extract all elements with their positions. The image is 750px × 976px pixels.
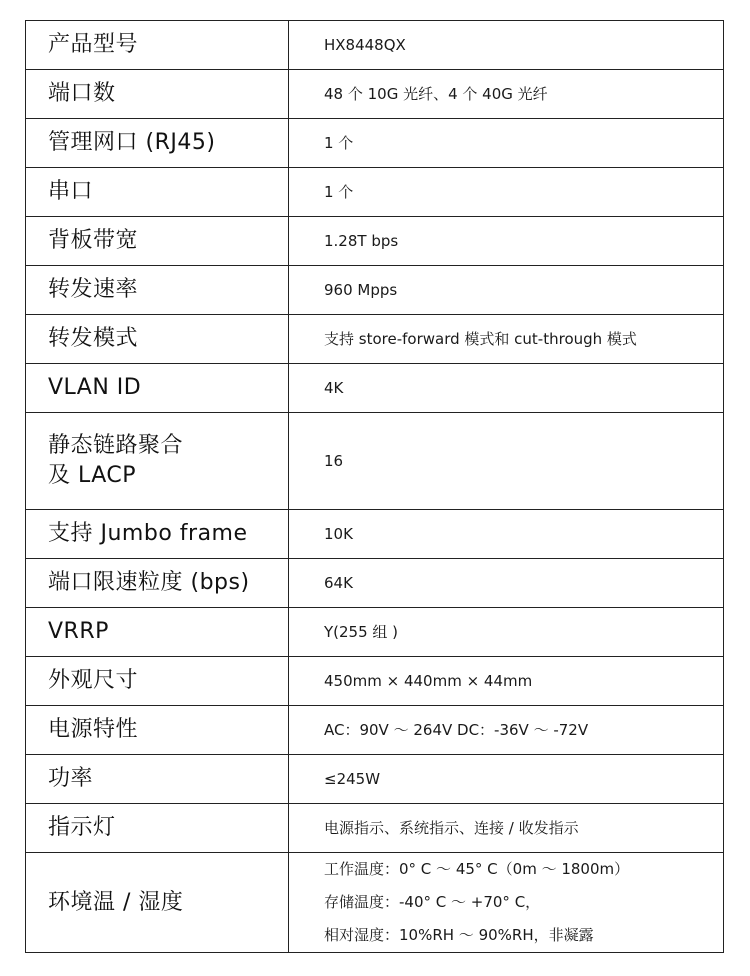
spec-value: Y(255 组 ) (289, 608, 724, 657)
spec-label: VLAN ID (26, 364, 289, 413)
table-row (26, 510, 724, 559)
table-row (26, 266, 724, 315)
spec-value: HX8448QX (289, 21, 724, 70)
spec-value: 1 个 (289, 168, 724, 217)
spec-value: 450mm × 440mm × 44mm (289, 657, 724, 706)
spec-label: 转发模式 (26, 315, 289, 364)
table-row (26, 804, 724, 853)
spec-value-line: 相对湿度：10%RH ～ 90%RH，非凝露 (324, 926, 594, 944)
spec-value: 4K (289, 364, 724, 413)
spec-label: 环境温 / 湿度 (26, 853, 289, 953)
table-row (26, 608, 724, 657)
spec-value-line: 工作温度：0° C ～ 45° C（0m ～ 1800m） (324, 860, 630, 878)
spec-value: 10K (289, 510, 724, 559)
spec-label: 电源特性 (26, 706, 289, 755)
table-row (26, 413, 724, 510)
table-row (26, 168, 724, 217)
spec-value: 64K (289, 559, 724, 608)
spec-value: 16 (289, 413, 724, 510)
table-row (26, 559, 724, 608)
spec-label (26, 413, 289, 510)
spec-label-line: 及 LACP (48, 463, 137, 488)
table-row (26, 217, 724, 266)
spec-value: 48 个 10G 光纤、4 个 40G 光纤 (289, 70, 724, 119)
spec-value: 960 Mpps (289, 266, 724, 315)
spec-label: 外观尺寸 (26, 657, 289, 706)
spec-value: 1 个 (289, 119, 724, 168)
spec-label: 背板带宽 (26, 217, 289, 266)
table-row (26, 657, 724, 706)
table-row (26, 315, 724, 364)
spec-label-line: 静态链路聚合 (48, 433, 184, 458)
table-row (26, 853, 724, 953)
spec-label: 端口限速粒度 (bps) (26, 559, 289, 608)
spec-label: 端口数 (26, 70, 289, 119)
spec-label: 指示灯 (26, 804, 289, 853)
table-row (26, 21, 724, 70)
spec-value: 支持 store-forward 模式和 cut-through 模式 (289, 315, 724, 364)
spec-value: 电源指示、系统指示、连接 / 收发指示 (289, 804, 724, 853)
table-row (26, 119, 724, 168)
spec-value: AC：90V ～ 264V DC：-36V ～ -72V (289, 706, 724, 755)
table-row (26, 364, 724, 413)
spec-table (25, 20, 724, 953)
spec-label: VRRP (26, 608, 289, 657)
spec-label: 功率 (26, 755, 289, 804)
spec-value (289, 853, 724, 953)
table-row (26, 755, 724, 804)
spec-value-line: 存储温度：-40° C ～ +70° C， (324, 893, 541, 911)
table-row (26, 706, 724, 755)
spec-label: 管理网口 (RJ45) (26, 119, 289, 168)
spec-value: ≤245W (289, 755, 724, 804)
spec-label: 产品型号 (26, 21, 289, 70)
table-row (26, 70, 724, 119)
spec-label: 支持 Jumbo frame (26, 510, 289, 559)
spec-label: 转发速率 (26, 266, 289, 315)
spec-label: 串口 (26, 168, 289, 217)
spec-value: 1.28T bps (289, 217, 724, 266)
